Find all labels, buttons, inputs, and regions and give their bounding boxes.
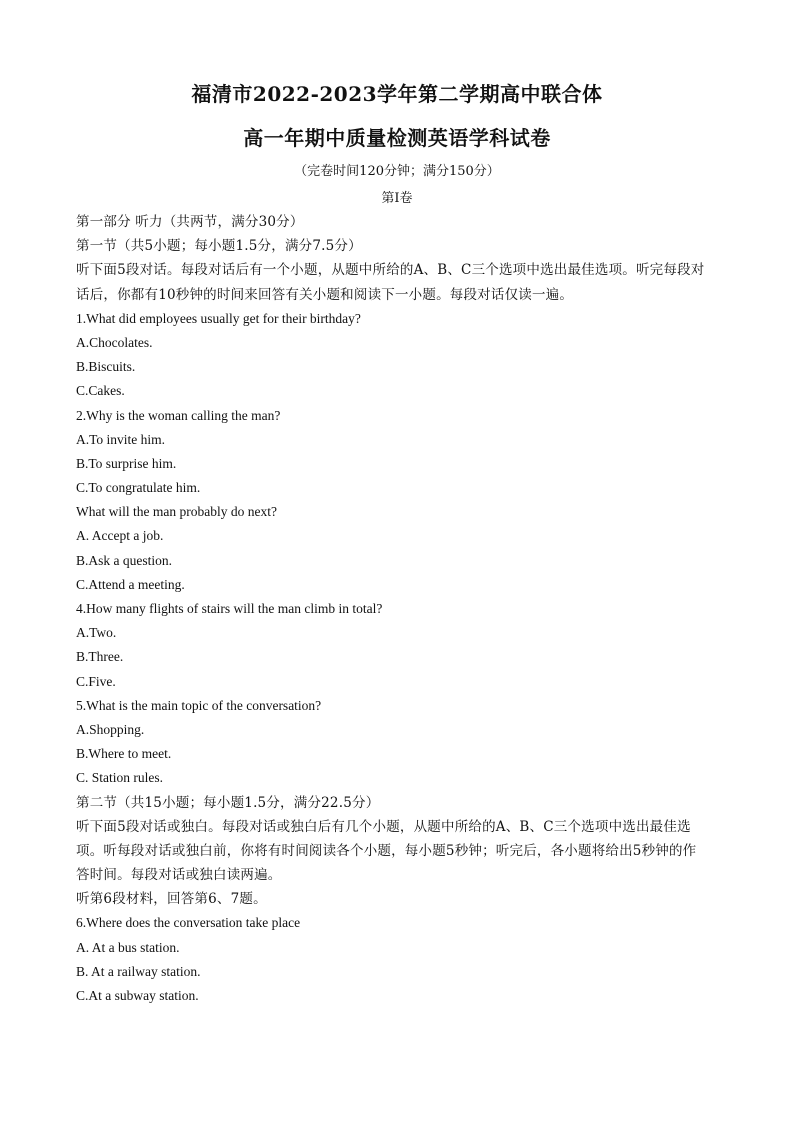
material-heading: 听第6段材料，回答第6、7题。: [76, 891, 267, 908]
option: C.To congratulate him.: [76, 480, 201, 496]
option: A. Accept a job.: [76, 528, 164, 544]
question: 5.What is the main topic of the conversation?: [76, 697, 322, 713]
option: C.Five.: [76, 673, 116, 689]
exam-body: [76, 210, 726, 1008]
instruction-line: 话后，你都有10秒钟的时间来回答有关小题和阅读下一小题。每段对话仅读一遍。: [76, 286, 574, 303]
exam-subtitle: 高一年期中质量检测英语学科试卷: [243, 126, 551, 150]
option: A.Shopping.: [76, 721, 145, 737]
option: B.Biscuits.: [76, 359, 136, 375]
option: A.Two.: [76, 625, 117, 641]
option: B.Where to meet.: [76, 746, 172, 762]
question: 6.Where does the conversation take place: [76, 915, 301, 931]
option: C.Attend a meeting.: [76, 576, 185, 592]
subsection-heading: 第一节（共5小题；每小题1.5分，满分7.5分）: [76, 238, 362, 255]
instruction-line: 答时间。每段对话或独白读两遍。: [76, 867, 282, 884]
option: A.To invite him.: [76, 431, 166, 447]
exam-title: 福清市2022-2023学年第二学期高中联合体: [191, 82, 603, 106]
instruction-line: 听下面5段对话或独白。每段对话或独白后有几个小题，从题中所给的A、B、C三个选项中选出最佳选: [76, 818, 691, 835]
option: C.Cakes.: [76, 383, 125, 399]
option: B.Ask a question.: [76, 552, 172, 568]
option: C. Station rules.: [76, 770, 163, 786]
option: A. At a bus station.: [76, 939, 180, 955]
option: B. At a railway station.: [76, 963, 201, 979]
option: B.Three.: [76, 649, 124, 665]
section-heading: 第一部分 听力（共两节，满分30分）: [76, 214, 304, 230]
question: 2.Why is the woman calling the man?: [76, 407, 281, 423]
exam-time-info: （完卷时间120分钟；满分150分）: [294, 164, 500, 179]
instruction-line: 项。听每段对话或独白前，你将有时间阅读各个小题，每小题5秒钟；听完后，各小题将给出5秒钟的作: [76, 842, 697, 859]
question: 1.What did employees usually get for their birthday?: [76, 310, 361, 326]
option: B.To surprise him.: [76, 455, 177, 471]
instruction-line: 听下面5段对话。每段对话后有一个小题，从题中所给的A、B、C三个选项中选出最佳选项。听完每段对: [76, 262, 705, 279]
option: C.At a subway station.: [76, 988, 199, 1003]
volume-label: 第Ⅰ卷: [381, 191, 413, 206]
question: What will the man probably do next?: [76, 504, 277, 520]
question: 4.How many flights of stairs will the man climb in total?: [76, 601, 383, 616]
option: A.Chocolates.: [76, 334, 153, 350]
subsection-heading: 第二节（共15小题；每小题1.5分，满分22.5分）: [76, 794, 380, 811]
